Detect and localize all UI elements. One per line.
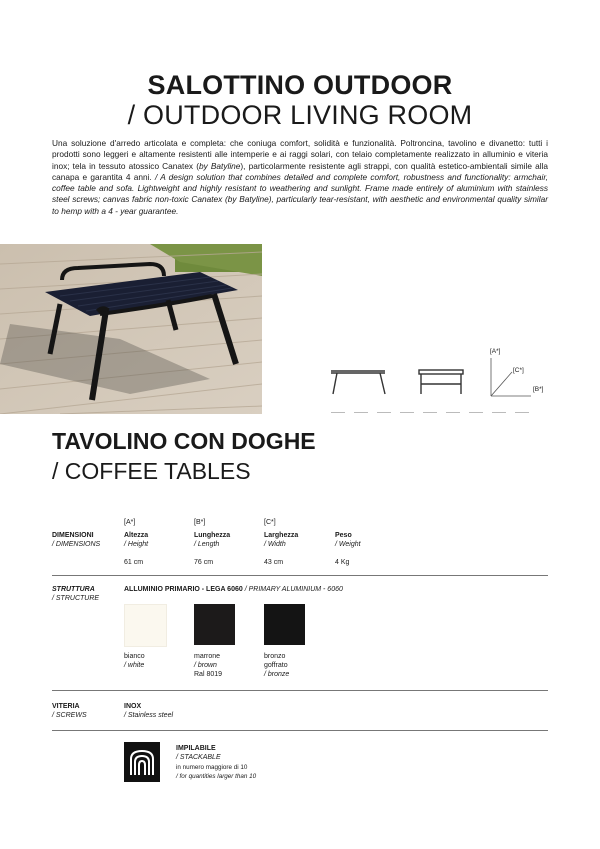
material-name: ALLUMINIO PRIMARIO - LEGA 6060: [124, 586, 243, 593]
dash: [400, 412, 414, 413]
color-label-brown: [194, 652, 222, 679]
dimension-name: Peso: [335, 532, 352, 539]
stackable-title: IMPILABILE: [176, 745, 216, 752]
dimension-code: [A*]: [124, 519, 136, 526]
front-view-drawing: [419, 370, 463, 394]
dimensions-label: DIMENSIONI: [52, 532, 94, 539]
technical-drawings: [325, 340, 550, 410]
section-title: TAVOLINO CON DOGHE: [52, 428, 316, 454]
divider: [52, 730, 548, 731]
dimension-name-en: / Height: [124, 541, 149, 548]
stackable-note-en: / for quantities larger than 10: [176, 773, 257, 780]
section-subtitle: / COFFEE TABLES: [52, 458, 251, 484]
dash: [423, 412, 437, 413]
dash: [492, 412, 506, 413]
color-label-white: [124, 652, 145, 670]
intro-paragraph: [52, 138, 548, 217]
dash: [354, 412, 368, 413]
screws-label-en: / SCREWS: [52, 712, 87, 719]
axis-a-label: [A*]: [490, 348, 501, 355]
side-view-drawing: [331, 371, 385, 394]
color-label-bronze: [264, 652, 289, 679]
dash: [469, 412, 483, 413]
divider: [52, 575, 548, 576]
color-swatch-brown: [194, 604, 235, 645]
product-photo: [0, 244, 262, 414]
axis-c-label: [C*]: [513, 367, 524, 374]
dimensions-label-en: / DIMENSIONS: [52, 541, 101, 548]
color-code: Ral 8019: [194, 671, 223, 678]
dimension-name-en: / Weight: [335, 541, 361, 548]
dimension-value: 43 cm: [264, 559, 284, 566]
color-name: marrone: [194, 653, 221, 660]
stackable-note: in numero maggiore di 10: [176, 764, 248, 771]
dimension-code: [B*]: [194, 519, 206, 526]
dash: [331, 412, 345, 413]
dimension-value: 4 Kg: [335, 559, 350, 566]
stack-chairs-icon: [124, 742, 160, 782]
dimension-name: Altezza: [124, 532, 149, 539]
intro-it-text: Una soluzione d'arredo articolata e completa: che coniuga comfort, solidità e funzionalità. Poltroncina, tavolino e divanetto: tutti i prodotti sono leggeri e altamente resistenti alle intemperie e ai raggi solari, con telaio completamente realizzato in alluminio e viteria inox; tela in tessuto atossico Canatex (: [52, 138, 548, 171]
color-swatch-bronze: [264, 604, 305, 645]
intro-en-text: / A design solution that combines detailed and complete comfort, robustness and functionality: armchair, coffee table and sofa. Lightweight and highly resistant to weathering and sunlight. Frame made entirely of aluminium with stainless steel screws; canvas fabric non-toxic Canatex (by Batyline), particularly tear-resistant, with aesthetic and environmental quality similar to hemp with a 4 - year guarantee.: [52, 171, 548, 216]
color-name-2: goffrato: [264, 662, 288, 669]
structure-label-en: / STRUCTURE: [52, 595, 100, 602]
page-subtitle: / OUTDOOR LIVING ROOM: [127, 100, 473, 130]
screws-value-en: / Stainless steel: [124, 712, 174, 719]
material-name-en: / PRIMARY ALUMINIUM - 6060: [244, 586, 343, 593]
screws-value: INOX: [124, 703, 142, 710]
color-name: bronzo: [264, 653, 286, 660]
structure-label: STRUTTURA: [52, 586, 95, 593]
dimension-value: 61 cm: [124, 559, 144, 566]
color-name-en: / brown: [194, 662, 217, 669]
dimension-name: Larghezza: [264, 532, 299, 539]
stackable-title-en: / STACKABLE: [176, 754, 221, 761]
color-name-en: / white: [124, 662, 145, 669]
divider: [52, 690, 548, 691]
dimension-name-en: / Length: [194, 541, 220, 548]
intro-it-by: by Batyline: [198, 160, 241, 171]
dimension-code: [C*]: [264, 519, 276, 526]
dimension-name: Lunghezza: [194, 532, 231, 539]
color-name-en: / bronze: [264, 671, 290, 678]
dash: [515, 412, 529, 413]
screws-label: VITERIA: [52, 703, 80, 710]
stackable-icon: [124, 742, 160, 782]
dimension-name-en: / Width: [264, 541, 286, 548]
axis-b-label: [B*]: [533, 386, 544, 393]
product-photo-graphic: [0, 244, 262, 414]
intro-it-text2: ), particolarmente resistente agli strappi, con qualità estetico-ambientali simile alla canapa e garantita 4 anni.: [52, 160, 549, 182]
dash: [377, 412, 391, 413]
color-name: bianco: [124, 653, 145, 660]
dash: [446, 412, 460, 413]
axis-diagram: [491, 358, 531, 396]
dimension-value: 76 cm: [194, 559, 214, 566]
color-swatch-white: [124, 604, 167, 647]
page-title: SALOTTINO OUTDOOR: [147, 70, 453, 100]
structure-material: [124, 585, 343, 594]
